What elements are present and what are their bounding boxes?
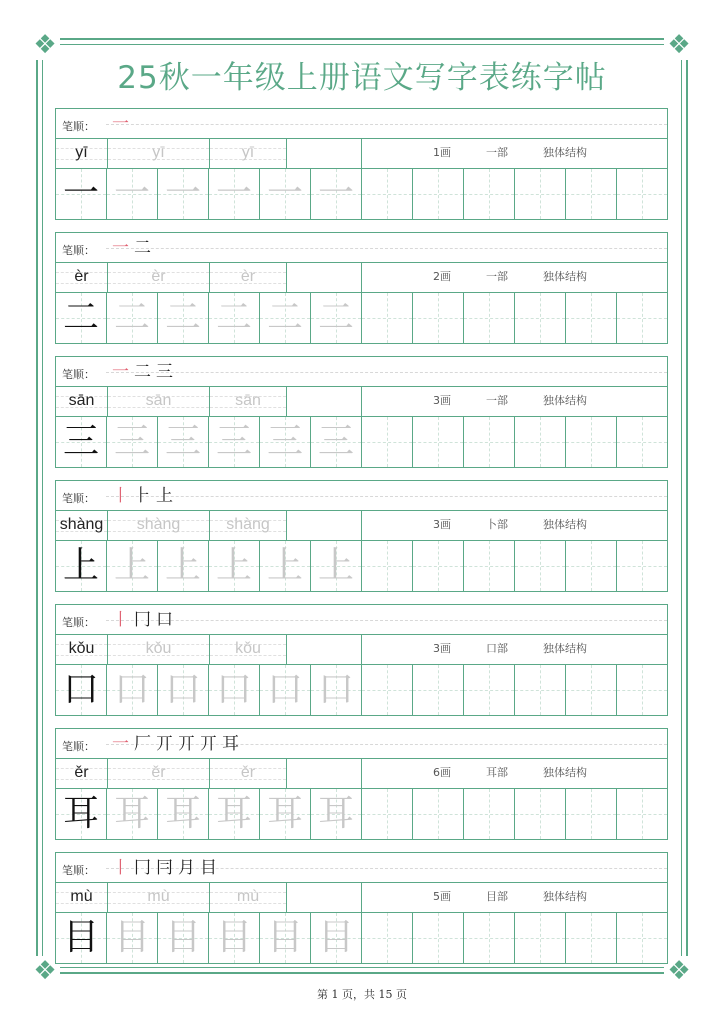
pinyin-text: ěr bbox=[151, 764, 166, 781]
writing-cell[interactable] bbox=[617, 417, 668, 467]
writing-cell[interactable] bbox=[56, 913, 107, 963]
writing-cell[interactable] bbox=[107, 789, 158, 839]
stroke-order-list bbox=[112, 731, 239, 757]
stroke-step: 一 bbox=[112, 734, 129, 754]
stroke-order-list bbox=[112, 235, 151, 261]
stroke-count: 3画 bbox=[433, 518, 451, 531]
trace-character: 耳 bbox=[215, 793, 252, 834]
writing-cell[interactable] bbox=[362, 789, 413, 839]
pinyin-blank-cell bbox=[286, 138, 362, 168]
writing-cell[interactable] bbox=[566, 913, 617, 963]
stroke-order-row bbox=[55, 108, 668, 139]
structure: 独体结构 bbox=[543, 394, 587, 407]
trace-character: 口 bbox=[164, 669, 201, 710]
corner-ornament-icon: ❖ bbox=[664, 30, 694, 60]
stroke-order-label: 笔顺： bbox=[62, 864, 95, 877]
structure: 独体结构 bbox=[543, 642, 587, 655]
writing-cell[interactable] bbox=[362, 417, 413, 467]
character-block bbox=[55, 604, 668, 716]
model-character: 一 bbox=[62, 173, 99, 214]
pinyin-cell bbox=[56, 386, 108, 416]
writing-cell[interactable] bbox=[107, 913, 158, 963]
stroke-step: 丌 bbox=[178, 734, 195, 754]
trace-character: 目 bbox=[317, 917, 354, 958]
writing-cell[interactable] bbox=[56, 417, 107, 467]
pinyin-blank-cell bbox=[286, 510, 362, 540]
trace-character: 口 bbox=[266, 669, 303, 710]
pinyin-text: mù bbox=[236, 888, 260, 905]
pinyin-text: ěr bbox=[74, 764, 89, 781]
stroke-step: 月 bbox=[178, 858, 195, 878]
stroke-order-label: 笔顺： bbox=[62, 492, 95, 505]
trace-character: 一 bbox=[266, 173, 303, 214]
stroke-order-list bbox=[112, 483, 173, 509]
writing-cell[interactable] bbox=[158, 913, 209, 963]
pinyin-row bbox=[55, 386, 668, 417]
stroke-count: 6画 bbox=[433, 766, 451, 779]
trace-character: 耳 bbox=[266, 793, 303, 834]
stroke-count: 3画 bbox=[433, 394, 451, 407]
corner-ornament-icon: ❖ bbox=[30, 30, 60, 60]
pinyin-text: yī bbox=[241, 144, 255, 161]
trace-character: 三 bbox=[266, 421, 303, 462]
writing-cell[interactable] bbox=[515, 169, 566, 219]
stroke-order-row bbox=[55, 604, 668, 635]
writing-cell[interactable] bbox=[311, 417, 362, 467]
pinyin-text: shàng bbox=[226, 516, 270, 533]
writing-cell[interactable] bbox=[413, 665, 464, 715]
writing-cell[interactable] bbox=[617, 665, 668, 715]
writing-cell[interactable] bbox=[464, 541, 515, 591]
stroke-step: 冂 bbox=[134, 858, 151, 878]
stroke-step: 丨 bbox=[112, 858, 129, 878]
stroke-step: 二 bbox=[134, 362, 151, 382]
stroke-order-label: 笔顺： bbox=[62, 616, 95, 629]
writing-grid bbox=[55, 417, 668, 468]
stroke-order-list bbox=[112, 111, 129, 137]
writing-cell[interactable] bbox=[209, 665, 260, 715]
writing-cell[interactable] bbox=[515, 293, 566, 343]
writing-cell[interactable] bbox=[515, 789, 566, 839]
writing-cell[interactable] bbox=[311, 293, 362, 343]
stroke-order-row bbox=[55, 852, 668, 883]
model-character: 三 bbox=[62, 421, 99, 462]
trace-character: 目 bbox=[164, 917, 201, 958]
trace-character: 一 bbox=[164, 173, 201, 214]
writing-cell[interactable] bbox=[566, 541, 617, 591]
stroke-order-label: 笔顺： bbox=[62, 120, 95, 133]
stroke-step: 丨 bbox=[112, 610, 129, 630]
stroke-step: 目 bbox=[200, 858, 217, 878]
pinyin-row bbox=[55, 758, 668, 789]
writing-cell[interactable] bbox=[56, 541, 107, 591]
stroke-step: 丨 bbox=[112, 486, 129, 506]
writing-cell[interactable] bbox=[260, 913, 311, 963]
writing-cell[interactable] bbox=[566, 417, 617, 467]
writing-cell[interactable] bbox=[464, 913, 515, 963]
trace-character: 上 bbox=[113, 545, 150, 586]
radical: 口部 bbox=[486, 642, 508, 655]
writing-cell[interactable] bbox=[56, 789, 107, 839]
writing-cell[interactable] bbox=[260, 293, 311, 343]
writing-cell[interactable] bbox=[515, 913, 566, 963]
pinyin-text: sān bbox=[145, 392, 172, 409]
corner-ornament-icon: ❖ bbox=[30, 956, 60, 986]
writing-cell[interactable] bbox=[107, 665, 158, 715]
pinyin-cell bbox=[56, 510, 108, 540]
writing-cell[interactable] bbox=[617, 169, 668, 219]
pinyin-cell bbox=[210, 510, 287, 540]
writing-cell[interactable] bbox=[311, 789, 362, 839]
writing-cell[interactable] bbox=[464, 169, 515, 219]
trace-character: 上 bbox=[164, 545, 201, 586]
structure: 独体结构 bbox=[543, 518, 587, 531]
writing-cell[interactable] bbox=[566, 789, 617, 839]
trace-character: 目 bbox=[266, 917, 303, 958]
pinyin-row bbox=[55, 138, 668, 169]
writing-cell[interactable] bbox=[362, 541, 413, 591]
pinyin-text: mù bbox=[147, 888, 170, 905]
trace-character: 二 bbox=[215, 297, 252, 338]
stroke-step: 冃 bbox=[156, 858, 173, 878]
model-character: 耳 bbox=[62, 793, 99, 834]
structure: 独体结构 bbox=[543, 270, 587, 283]
writing-cell[interactable] bbox=[260, 541, 311, 591]
stroke-order-row bbox=[55, 232, 668, 263]
pinyin-cell bbox=[210, 386, 287, 416]
writing-cell[interactable] bbox=[515, 665, 566, 715]
pinyin-text: mù bbox=[70, 888, 93, 905]
writing-cell[interactable] bbox=[260, 789, 311, 839]
pinyin-cell bbox=[210, 262, 287, 292]
radical: 卜部 bbox=[486, 518, 508, 531]
trace-character: 二 bbox=[317, 297, 354, 338]
writing-cell[interactable] bbox=[209, 913, 260, 963]
trace-character: 一 bbox=[215, 173, 252, 214]
trace-character: 二 bbox=[164, 297, 201, 338]
pinyin-text: sān bbox=[235, 392, 261, 409]
character-block bbox=[55, 728, 668, 840]
pinyin-text: shàng bbox=[136, 516, 181, 533]
trace-character: 目 bbox=[113, 917, 150, 958]
stroke-order-label: 笔顺： bbox=[62, 244, 95, 257]
pinyin-cell bbox=[108, 138, 210, 168]
writing-cell[interactable] bbox=[209, 169, 260, 219]
writing-cell[interactable] bbox=[464, 293, 515, 343]
pinyin-blank-cell bbox=[286, 882, 362, 912]
writing-cell[interactable] bbox=[413, 913, 464, 963]
writing-cell[interactable] bbox=[260, 169, 311, 219]
writing-cell[interactable] bbox=[311, 169, 362, 219]
stroke-step: ⺊ bbox=[134, 486, 151, 506]
stroke-count: 5画 bbox=[433, 890, 451, 903]
pinyin-blank-cell bbox=[286, 758, 362, 788]
writing-cell[interactable] bbox=[311, 665, 362, 715]
writing-cell[interactable] bbox=[56, 169, 107, 219]
writing-cell[interactable] bbox=[209, 789, 260, 839]
stroke-order-list bbox=[112, 359, 173, 385]
writing-cell[interactable] bbox=[413, 417, 464, 467]
trace-character: 三 bbox=[317, 421, 354, 462]
writing-cell[interactable] bbox=[158, 541, 209, 591]
pinyin-cell bbox=[56, 138, 108, 168]
writing-cell[interactable] bbox=[617, 913, 668, 963]
pinyin-row bbox=[55, 634, 668, 665]
writing-cell[interactable] bbox=[107, 417, 158, 467]
pinyin-cell bbox=[56, 634, 108, 664]
writing-cell[interactable] bbox=[158, 293, 209, 343]
trace-character: 三 bbox=[164, 421, 201, 462]
writing-cell[interactable] bbox=[260, 665, 311, 715]
writing-cell[interactable] bbox=[56, 293, 107, 343]
writing-cell[interactable] bbox=[209, 417, 260, 467]
stroke-count: 1画 bbox=[433, 146, 451, 159]
pinyin-cell bbox=[210, 138, 287, 168]
radical: 目部 bbox=[486, 890, 508, 903]
pinyin-cell bbox=[56, 262, 108, 292]
writing-cell[interactable] bbox=[413, 169, 464, 219]
pinyin-text: èr bbox=[240, 268, 256, 285]
stroke-count: 2画 bbox=[433, 270, 451, 283]
stroke-step: 耳 bbox=[222, 734, 239, 754]
pinyin-blank-cell bbox=[286, 634, 362, 664]
writing-cell[interactable] bbox=[209, 293, 260, 343]
writing-cell[interactable] bbox=[362, 665, 413, 715]
pinyin-cell bbox=[210, 634, 287, 664]
stroke-step: 口 bbox=[156, 610, 173, 630]
writing-cell[interactable] bbox=[362, 169, 413, 219]
pinyin-text: èr bbox=[74, 268, 89, 285]
writing-cell[interactable] bbox=[464, 417, 515, 467]
corner-ornament-icon: ❖ bbox=[664, 956, 694, 986]
model-character: 目 bbox=[62, 917, 99, 958]
pinyin-cell bbox=[108, 510, 210, 540]
pinyin-text: kǒu bbox=[68, 640, 95, 657]
trace-character: 三 bbox=[113, 421, 150, 462]
radical: 一部 bbox=[486, 270, 508, 283]
writing-cell[interactable] bbox=[464, 789, 515, 839]
model-character: 上 bbox=[62, 545, 99, 586]
writing-cell[interactable] bbox=[56, 665, 107, 715]
pinyin-cell bbox=[108, 758, 210, 788]
writing-cell[interactable] bbox=[566, 169, 617, 219]
writing-cell[interactable] bbox=[107, 541, 158, 591]
stroke-step: 冂 bbox=[134, 610, 151, 630]
pinyin-row bbox=[55, 882, 668, 913]
trace-character: 二 bbox=[266, 297, 303, 338]
writing-cell[interactable] bbox=[260, 417, 311, 467]
pinyin-row bbox=[55, 262, 668, 293]
writing-cell[interactable] bbox=[617, 789, 668, 839]
structure: 独体结构 bbox=[543, 766, 587, 779]
writing-grid bbox=[55, 169, 668, 220]
writing-cell[interactable] bbox=[413, 293, 464, 343]
writing-cell[interactable] bbox=[311, 541, 362, 591]
pinyin-cell bbox=[210, 758, 287, 788]
pinyin-text: kǒu bbox=[145, 640, 172, 657]
model-character: 二 bbox=[62, 297, 99, 338]
trace-character: 耳 bbox=[164, 793, 201, 834]
stroke-step: 一 bbox=[112, 362, 129, 382]
stroke-count: 3画 bbox=[433, 642, 451, 655]
page-title: 25秋一年级上册语文写字表练字帖 bbox=[117, 60, 607, 96]
writing-cell[interactable] bbox=[158, 417, 209, 467]
trace-character: 耳 bbox=[113, 793, 150, 834]
character-block bbox=[55, 480, 668, 592]
trace-character: 耳 bbox=[317, 793, 354, 834]
pinyin-cell bbox=[210, 882, 287, 912]
pinyin-text: yī bbox=[152, 144, 165, 161]
character-block bbox=[55, 852, 668, 964]
pinyin-text: èr bbox=[151, 268, 166, 285]
trace-character: 上 bbox=[215, 545, 252, 586]
writing-cell[interactable] bbox=[413, 541, 464, 591]
pinyin-text: ěr bbox=[240, 764, 256, 781]
pinyin-text: shàng bbox=[59, 516, 104, 533]
stroke-step: 一 bbox=[112, 238, 129, 258]
writing-cell[interactable] bbox=[158, 665, 209, 715]
pinyin-blank-cell bbox=[286, 262, 362, 292]
writing-cell[interactable] bbox=[413, 789, 464, 839]
writing-cell[interactable] bbox=[362, 293, 413, 343]
writing-cell[interactable] bbox=[566, 293, 617, 343]
pinyin-text: kǒu bbox=[235, 640, 261, 657]
stroke-order-row bbox=[55, 356, 668, 387]
writing-cell[interactable] bbox=[158, 169, 209, 219]
writing-cell[interactable] bbox=[515, 541, 566, 591]
writing-cell[interactable] bbox=[617, 541, 668, 591]
pinyin-blank-cell bbox=[286, 386, 362, 416]
writing-cell[interactable] bbox=[311, 913, 362, 963]
trace-character: 二 bbox=[113, 297, 150, 338]
stroke-step: 上 bbox=[156, 486, 173, 506]
pinyin-text: yī bbox=[75, 144, 88, 161]
pinyin-cell bbox=[108, 882, 210, 912]
trace-character: 口 bbox=[113, 669, 150, 710]
pinyin-text: sān bbox=[68, 392, 95, 409]
pinyin-cell bbox=[108, 634, 210, 664]
stroke-order-list bbox=[112, 855, 217, 881]
writing-grid bbox=[55, 665, 668, 716]
stroke-order-list bbox=[112, 607, 173, 633]
radical: 一部 bbox=[486, 146, 508, 159]
writing-cell[interactable] bbox=[107, 169, 158, 219]
radical: 一部 bbox=[486, 394, 508, 407]
trace-character: 一 bbox=[317, 173, 354, 214]
writing-grid bbox=[55, 913, 668, 964]
pinyin-cell bbox=[108, 386, 210, 416]
writing-cell[interactable] bbox=[209, 541, 260, 591]
character-block bbox=[55, 232, 668, 344]
pinyin-row bbox=[55, 510, 668, 541]
pinyin-cell bbox=[56, 882, 108, 912]
stroke-order-label: 笔顺： bbox=[62, 368, 95, 381]
writing-grid bbox=[55, 293, 668, 344]
writing-cell[interactable] bbox=[566, 665, 617, 715]
trace-character: 口 bbox=[215, 669, 252, 710]
character-block bbox=[55, 108, 668, 220]
writing-cell[interactable] bbox=[107, 293, 158, 343]
stroke-step: 厂 bbox=[134, 734, 151, 754]
writing-cell[interactable] bbox=[158, 789, 209, 839]
trace-character: 三 bbox=[215, 421, 252, 462]
stroke-step: 丌 bbox=[156, 734, 173, 754]
pinyin-cell bbox=[56, 758, 108, 788]
model-character: 口 bbox=[62, 669, 99, 710]
writing-cell[interactable] bbox=[515, 417, 566, 467]
trace-character: 一 bbox=[113, 173, 150, 214]
stroke-order-label: 笔顺： bbox=[62, 740, 95, 753]
stroke-order-row bbox=[55, 480, 668, 511]
character-block bbox=[55, 356, 668, 468]
stroke-step: 三 bbox=[156, 362, 173, 382]
trace-character: 上 bbox=[317, 545, 354, 586]
writing-cell[interactable] bbox=[617, 293, 668, 343]
writing-cell[interactable] bbox=[464, 665, 515, 715]
structure: 独体结构 bbox=[543, 146, 587, 159]
structure: 独体结构 bbox=[543, 890, 587, 903]
page-footer: 第 1 页，共 15 页 bbox=[317, 988, 407, 1001]
writing-grid bbox=[55, 789, 668, 840]
writing-cell[interactable] bbox=[362, 913, 413, 963]
stroke-order-row bbox=[55, 728, 668, 759]
stroke-step: 丌 bbox=[200, 734, 217, 754]
trace-character: 目 bbox=[215, 917, 252, 958]
radical: 耳部 bbox=[486, 766, 508, 779]
pinyin-cell bbox=[108, 262, 210, 292]
stroke-step: 一 bbox=[112, 114, 129, 134]
trace-character: 上 bbox=[266, 545, 303, 586]
stroke-step: 二 bbox=[134, 238, 151, 258]
trace-character: 口 bbox=[317, 669, 354, 710]
writing-grid bbox=[55, 541, 668, 592]
